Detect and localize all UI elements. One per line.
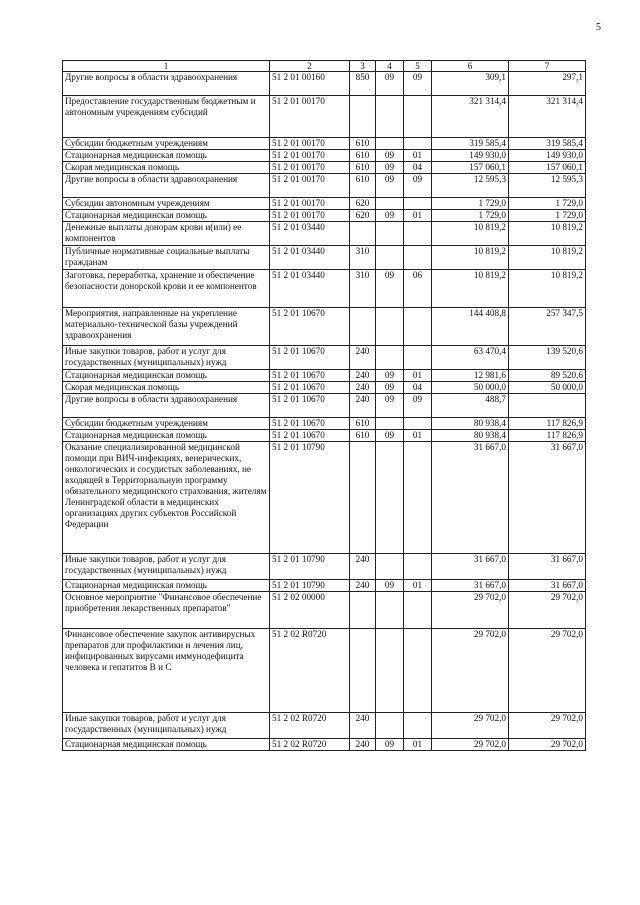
expense-type-code: 620 — [350, 210, 376, 222]
subsection-code — [404, 246, 432, 270]
table-row — [63, 246, 586, 270]
section-code — [376, 554, 404, 580]
expense-type-code: 610 — [350, 150, 376, 162]
section-code: 09 — [376, 739, 404, 751]
amount-col-7: 29 702,0 — [509, 592, 586, 629]
column-header: 7 — [509, 61, 586, 72]
expense-type-code — [350, 629, 376, 713]
amount-col-7: 117 826,9 — [509, 418, 586, 430]
expense-type-code: 310 — [350, 270, 376, 308]
amount-col-6: 29 702,0 — [432, 629, 509, 713]
target-article-code: 51 2 01 10670 — [270, 308, 350, 346]
target-article-code: 51 2 01 03440 — [270, 270, 350, 308]
table-row — [63, 442, 586, 554]
table-row — [63, 174, 586, 198]
section-code: 09 — [376, 210, 404, 222]
target-article-code: 51 2 01 10670 — [270, 418, 350, 430]
amount-col-6: 31 667,0 — [432, 442, 509, 554]
table-row — [63, 713, 586, 739]
amount-col-7: 1 729,0 — [509, 210, 586, 222]
target-article-code: 51 2 01 10670 — [270, 370, 350, 382]
subsection-code: 01 — [404, 150, 432, 162]
expense-type-code: 240 — [350, 370, 376, 382]
column-header: 6 — [432, 61, 509, 72]
target-article-code: 51 2 01 03440 — [270, 246, 350, 270]
target-article-code: 51 2 01 03440 — [270, 222, 350, 246]
item-name: Стационарная медицинская помощь — [63, 370, 270, 382]
amount-col-6: 10 819,2 — [432, 246, 509, 270]
item-name: Стационарная медицинская помощь — [63, 430, 270, 442]
amount-col-7: 257 347,5 — [509, 308, 586, 346]
section-code: 09 — [376, 150, 404, 162]
amount-col-6: 12 981,6 — [432, 370, 509, 382]
amount-col-6: 29 702,0 — [432, 592, 509, 629]
table-row — [63, 150, 586, 162]
subsection-code — [404, 554, 432, 580]
amount-col-7: 149 930,0 — [509, 150, 586, 162]
subsection-code: 01 — [404, 210, 432, 222]
amount-col-7: 157 060,1 — [509, 162, 586, 174]
column-header: 2 — [270, 61, 350, 72]
section-code — [376, 629, 404, 713]
amount-col-7: 29 702,0 — [509, 629, 586, 713]
section-code — [376, 592, 404, 629]
amount-col-6: 29 702,0 — [432, 713, 509, 739]
expense-type-code: 610 — [350, 138, 376, 150]
section-code — [376, 222, 404, 246]
table-row — [63, 198, 586, 210]
subsection-code — [404, 713, 432, 739]
target-article-code: 51 2 01 10790 — [270, 580, 350, 592]
table-row — [63, 308, 586, 346]
amount-col-6: 157 060,1 — [432, 162, 509, 174]
amount-col-7: 12 595,3 — [509, 174, 586, 198]
target-article-code: 51 2 02 R0720 — [270, 629, 350, 713]
table-row — [63, 430, 586, 442]
amount-col-6: 144 408,8 — [432, 308, 509, 346]
amount-col-7: 89 520,6 — [509, 370, 586, 382]
subsection-code — [404, 222, 432, 246]
section-code: 09 — [376, 174, 404, 198]
expense-type-code: 240 — [350, 580, 376, 592]
table-row — [63, 162, 586, 174]
item-name: Публичные нормативные социальные выплаты гражданам — [63, 246, 270, 270]
column-header: 1 — [63, 61, 270, 72]
item-name: Субсидии автономным учреждениям — [63, 198, 270, 210]
target-article-code: 51 2 01 00170 — [270, 96, 350, 138]
expense-type-code: 610 — [350, 418, 376, 430]
amount-col-6: 50 000,0 — [432, 382, 509, 394]
amount-col-6: 1 729,0 — [432, 210, 509, 222]
item-name: Скорая медицинская помощь — [63, 162, 270, 174]
table-row — [63, 96, 586, 138]
expense-type-code: 610 — [350, 162, 376, 174]
table-row — [63, 270, 586, 308]
item-name: Субсидии бюджетным учреждениям — [63, 418, 270, 430]
amount-col-6: 80 938,4 — [432, 418, 509, 430]
expense-type-code: 620 — [350, 198, 376, 210]
section-code — [376, 138, 404, 150]
amount-col-6: 10 819,2 — [432, 270, 509, 308]
subsection-code — [404, 308, 432, 346]
item-name: Иные закупки товаров, работ и услуг для государственных (муниципальных) нужд — [63, 713, 270, 739]
item-name: Заготовка, переработка, хранение и обеспечение безопасности донорской крови и ее компонентов — [63, 270, 270, 308]
target-article-code: 51 2 02 R0720 — [270, 739, 350, 751]
section-code — [376, 418, 404, 430]
amount-col-7: 117 826,9 — [509, 430, 586, 442]
item-name: Денежные выплаты донорам крови и(или) ее компонентов — [63, 222, 270, 246]
section-code — [376, 713, 404, 739]
section-code — [376, 198, 404, 210]
expense-type-code: 240 — [350, 713, 376, 739]
amount-col-6: 321 314,4 — [432, 96, 509, 138]
subsection-code: 01 — [404, 370, 432, 382]
table-row — [63, 554, 586, 580]
subsection-code: 09 — [404, 72, 432, 96]
expense-type-code: 240 — [350, 739, 376, 751]
item-name: Стационарная медицинская помощь — [63, 739, 270, 751]
subsection-code — [404, 346, 432, 370]
item-name: Скорая медицинская помощь — [63, 382, 270, 394]
amount-col-7: 31 667,0 — [509, 442, 586, 554]
subsection-code — [404, 198, 432, 210]
section-code: 09 — [376, 270, 404, 308]
expense-type-code — [350, 442, 376, 554]
target-article-code: 51 2 01 00160 — [270, 72, 350, 96]
subsection-code — [404, 629, 432, 713]
expense-type-code — [350, 96, 376, 138]
subsection-code — [404, 442, 432, 554]
amount-col-7: 321 314,4 — [509, 96, 586, 138]
amount-col-7 — [509, 394, 586, 418]
expense-type-code: 610 — [350, 430, 376, 442]
expense-type-code: 240 — [350, 346, 376, 370]
amount-col-7: 50 000,0 — [509, 382, 586, 394]
amount-col-6: 63 470,4 — [432, 346, 509, 370]
section-code: 09 — [376, 370, 404, 382]
table-row — [63, 222, 586, 246]
amount-col-6: 488,7 — [432, 394, 509, 418]
target-article-code: 51 2 01 10790 — [270, 554, 350, 580]
item-name: Основное мероприятие "Финансовое обеспечение приобретения лекарственных препаратов" — [63, 592, 270, 629]
expense-type-code: 240 — [350, 394, 376, 418]
target-article-code: 51 2 02 00000 — [270, 592, 350, 629]
table-row — [63, 370, 586, 382]
item-name: Иные закупки товаров, работ и услуг для государственных (муниципальных) нужд — [63, 346, 270, 370]
subsection-code: 04 — [404, 382, 432, 394]
item-name: Другие вопросы в области здравоохранения — [63, 394, 270, 418]
item-name: Оказание специализированной медицинской помощи при ВИЧ-инфекциях, венерических, онкологических и сосудистых заболеваниях, не входящей в Территориальную программу обязательного медицинского страхования, жителям Ленинградской области в медицинских организациях других субъектов Российской Федерации — [63, 442, 270, 554]
amount-col-6: 31 667,0 — [432, 580, 509, 592]
expense-type-code — [350, 222, 376, 246]
section-code: 09 — [376, 382, 404, 394]
section-code: 09 — [376, 162, 404, 174]
expense-type-code: 240 — [350, 382, 376, 394]
amount-col-6: 10 819,2 — [432, 222, 509, 246]
table-row — [63, 394, 586, 418]
page-number: 5 — [596, 22, 601, 33]
target-article-code: 51 2 01 00170 — [270, 198, 350, 210]
subsection-code: 04 — [404, 162, 432, 174]
item-name: Финансовое обеспечение закупок антивирусных препаратов для профилактики и лечения лиц, инфицированных вирусами иммунодефицита человека и гепатитов В и С — [63, 629, 270, 713]
amount-col-6: 80 938,4 — [432, 430, 509, 442]
table-row — [63, 580, 586, 592]
table-row — [63, 629, 586, 713]
target-article-code: 51 2 02 R0720 — [270, 713, 350, 739]
column-header: 3 — [350, 61, 376, 72]
column-header: 5 — [404, 61, 432, 72]
amount-col-7: 31 667,0 — [509, 580, 586, 592]
table-row — [63, 346, 586, 370]
subsection-code — [404, 418, 432, 430]
section-code — [376, 442, 404, 554]
target-article-code: 51 2 01 10670 — [270, 430, 350, 442]
amount-col-6: 29 702,0 — [432, 739, 509, 751]
section-code — [376, 96, 404, 138]
table-row — [63, 138, 586, 150]
expense-type-code — [350, 308, 376, 346]
table-row — [63, 418, 586, 430]
section-code: 09 — [376, 394, 404, 418]
table-row — [63, 72, 586, 96]
table-row — [63, 210, 586, 222]
budget-table — [62, 60, 586, 751]
expense-type-code: 240 — [350, 554, 376, 580]
section-code: 09 — [376, 580, 404, 592]
section-code — [376, 346, 404, 370]
section-code — [376, 246, 404, 270]
target-article-code: 51 2 01 10790 — [270, 442, 350, 554]
amount-col-6: 149 930,0 — [432, 150, 509, 162]
amount-col-7: 10 819,2 — [509, 222, 586, 246]
item-name: Иные закупки товаров, работ и услуг для государственных (муниципальных) нужд — [63, 554, 270, 580]
expense-type-code — [350, 592, 376, 629]
target-article-code: 51 2 01 00170 — [270, 210, 350, 222]
subsection-code — [404, 96, 432, 138]
amount-col-6: 1 729,0 — [432, 198, 509, 210]
amount-col-7: 31 667,0 — [509, 554, 586, 580]
subsection-code — [404, 138, 432, 150]
target-article-code: 51 2 01 00170 — [270, 150, 350, 162]
subsection-code: 09 — [404, 174, 432, 198]
subsection-code: 01 — [404, 580, 432, 592]
item-name: Другие вопросы в области здравоохранения — [63, 174, 270, 198]
table-row — [63, 592, 586, 629]
table-row — [63, 739, 586, 751]
amount-col-7: 139 520,6 — [509, 346, 586, 370]
subsection-code: 06 — [404, 270, 432, 308]
subsection-code — [404, 592, 432, 629]
item-name: Субсидии бюджетным учреждениям — [63, 138, 270, 150]
subsection-code: 09 — [404, 394, 432, 418]
amount-col-7: 29 702,0 — [509, 739, 586, 751]
amount-col-6: 309,1 — [432, 72, 509, 96]
subsection-code: 01 — [404, 430, 432, 442]
section-code: 09 — [376, 72, 404, 96]
section-code: 09 — [376, 430, 404, 442]
expense-type-code: 310 — [350, 246, 376, 270]
target-article-code: 51 2 01 00170 — [270, 138, 350, 150]
target-article-code: 51 2 01 10670 — [270, 394, 350, 418]
item-name: Стационарная медицинская помощь — [63, 150, 270, 162]
target-article-code: 51 2 01 10670 — [270, 382, 350, 394]
item-name: Стационарная медицинская помощь — [63, 580, 270, 592]
amount-col-7: 29 702,0 — [509, 713, 586, 739]
item-name: Стационарная медицинская помощь — [63, 210, 270, 222]
subsection-code: 01 — [404, 739, 432, 751]
amount-col-7: 10 819,2 — [509, 246, 586, 270]
column-number-row — [63, 61, 586, 72]
target-article-code: 51 2 01 10670 — [270, 346, 350, 370]
target-article-code: 51 2 01 00170 — [270, 162, 350, 174]
section-code — [376, 308, 404, 346]
expense-type-code: 850 — [350, 72, 376, 96]
item-name: Предоставление государственным бюджетным и автономным учреждениям субсидий — [63, 96, 270, 138]
amount-col-7: 10 819,2 — [509, 270, 586, 308]
amount-col-7: 1 729,0 — [509, 198, 586, 210]
table-row — [63, 382, 586, 394]
target-article-code: 51 2 01 00170 — [270, 174, 350, 198]
item-name: Другие вопросы в области здравоохранения — [63, 72, 270, 96]
item-name: Мероприятия, направленные на укрепление материально-технической базы учреждений здравоохранения — [63, 308, 270, 346]
amount-col-6: 31 667,0 — [432, 554, 509, 580]
amount-col-7: 297,1 — [509, 72, 586, 96]
amount-col-7: 319 585,4 — [509, 138, 586, 150]
amount-col-6: 12 595,3 — [432, 174, 509, 198]
column-header: 4 — [376, 61, 404, 72]
expense-type-code: 610 — [350, 174, 376, 198]
amount-col-6: 319 585,4 — [432, 138, 509, 150]
